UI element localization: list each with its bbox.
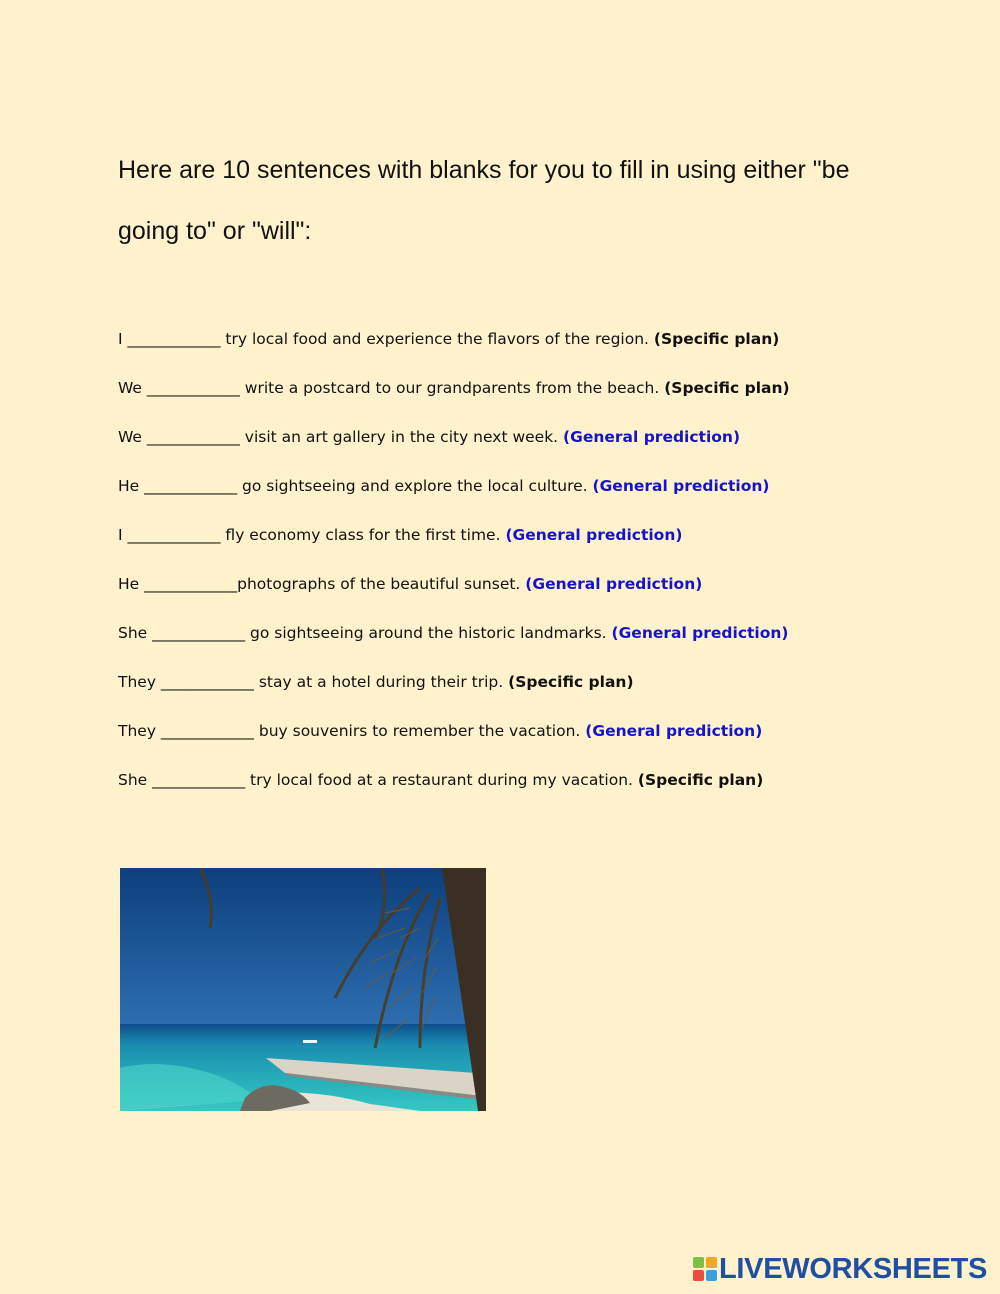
sentence-2: [118, 375, 988, 424]
sentence-tag: (General prediction): [563, 428, 741, 446]
sentence-7: [118, 620, 988, 669]
beach-photo: [120, 868, 486, 1111]
sentence-text: We ____________ visit an art gallery in the city next week.: [118, 428, 564, 446]
sentence-6: [118, 571, 988, 620]
sentence-5: [118, 522, 988, 571]
sentence-tag: (General prediction): [525, 575, 703, 593]
sentence-1: [118, 326, 988, 375]
sentence-list: [118, 326, 988, 816]
sentence-tag: (Specific plan): [664, 379, 790, 397]
sentence-tag: (General prediction): [592, 477, 770, 495]
liveworksheets-logo-icon: [693, 1257, 717, 1281]
sentence-10: [118, 767, 988, 816]
sentence-text: He ____________ go sightseeing and explore the local culture.: [118, 477, 593, 495]
sentence-8: [118, 669, 988, 718]
sentence-tag: (General prediction): [585, 722, 763, 740]
worksheet-heading: Here are 10 sentences with blanks for you to fill in using either "be going to" or "will":: [118, 156, 850, 245]
sentence-text: They ____________ stay at a hotel during their trip.: [118, 673, 509, 691]
liveworksheets-brand: [693, 1254, 987, 1284]
sentence-text: We ____________ write a postcard to our grandparents from the beach.: [118, 379, 665, 397]
sentence-text: She ____________ go sightseeing around the historic landmarks.: [118, 624, 612, 642]
sentence-tag: (Specific plan): [637, 771, 764, 789]
sentence-tag: (General prediction): [611, 624, 789, 642]
sentence-tag: (Specific plan): [508, 673, 634, 691]
sentence-3: [118, 424, 988, 473]
sentence-4: [118, 473, 988, 522]
sentence-text: I ____________ try local food and experience the flavors of the region.: [118, 330, 654, 348]
sentence-text: They ____________ buy souvenirs to remember the vacation.: [118, 722, 586, 740]
sentence-text: He ____________photographs of the beautiful sunset.: [118, 575, 526, 593]
sentence-text: She ____________ try local food at a restaurant during my vacation.: [118, 771, 638, 789]
sentence-tag: (Specific plan): [653, 330, 780, 348]
sentence-text: I ____________ fly economy class for the first time.: [118, 526, 506, 544]
sentence-tag: (General prediction): [505, 526, 683, 544]
sentence-9: [118, 718, 988, 767]
brand-name: LIVEWORKSHEETS: [719, 1253, 988, 1285]
